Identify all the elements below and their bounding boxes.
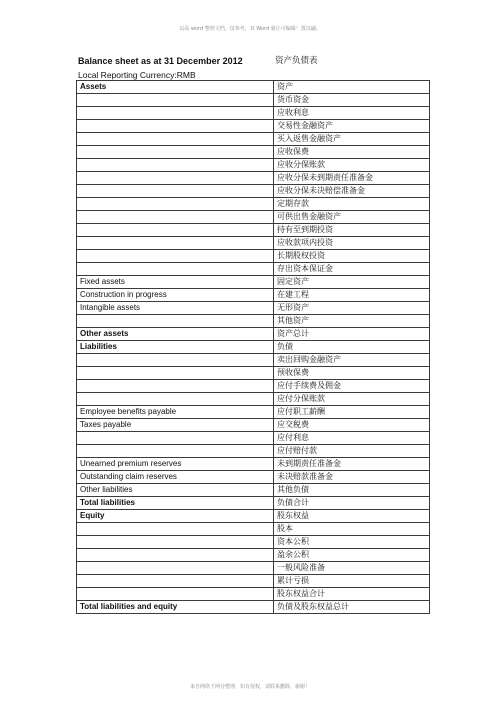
reporting-currency: Local Reporting Currency:RMB — [78, 70, 196, 80]
row-label-english — [77, 354, 274, 367]
row-label-english — [77, 185, 274, 198]
row-label-chinese: 资本公积 — [274, 536, 430, 549]
table-row — [77, 146, 430, 159]
table-row — [77, 523, 430, 536]
row-label-chinese: 资产 — [274, 81, 430, 94]
row-label-english — [77, 380, 274, 393]
table-row — [77, 432, 430, 445]
title-row — [78, 55, 428, 67]
row-label-english — [77, 94, 274, 107]
table-row — [77, 419, 430, 432]
row-label-english: Outstanding claim reserves — [77, 471, 274, 484]
row-label-chinese: 货币资金 — [274, 94, 430, 107]
row-label-english — [77, 159, 274, 172]
row-label-english — [77, 172, 274, 185]
row-label-english — [77, 224, 274, 237]
row-label-chinese: 应收分保未到期责任准备金 — [274, 172, 430, 185]
row-label-chinese: 累计亏损 — [274, 575, 430, 588]
row-label-english: Liabilities — [77, 341, 274, 354]
row-label-chinese: 可供出售金融资产 — [274, 211, 430, 224]
table-row — [77, 536, 430, 549]
footer-note: 来自网络下网分整理，如有侵权，请联系删除，谢谢！ — [189, 684, 310, 690]
table-row — [77, 315, 430, 328]
row-label-chinese: 应付职工薪酬 — [274, 406, 430, 419]
table-row — [77, 81, 430, 94]
table-row — [77, 211, 430, 224]
row-label-english: Employee benefits payable — [77, 406, 274, 419]
row-label-chinese: 在建工程 — [274, 289, 430, 302]
row-label-english — [77, 315, 274, 328]
table-row — [77, 458, 430, 471]
table-row — [77, 159, 430, 172]
row-label-english — [77, 575, 274, 588]
table-row — [77, 198, 430, 211]
table-row — [77, 380, 430, 393]
row-label-chinese: 负债 — [274, 341, 430, 354]
row-label-english — [77, 588, 274, 601]
row-label-chinese: 存出资本保证金 — [274, 263, 430, 276]
header-note: 以高 word 整理文档，仅参考，双 Word 就让可编辑！置汉翩。 — [179, 26, 321, 32]
row-label-english — [77, 250, 274, 263]
table-row — [77, 107, 430, 120]
row-label-chinese: 交易性金融资产 — [274, 120, 430, 133]
table-row — [77, 393, 430, 406]
table-row — [77, 172, 430, 185]
table-row — [77, 484, 430, 497]
title-chinese: 资产负债表 — [275, 56, 318, 66]
row-label-english: Total liabilities — [77, 497, 274, 510]
table-row — [77, 224, 430, 237]
row-label-english — [77, 367, 274, 380]
row-label-english — [77, 536, 274, 549]
row-label-chinese: 持有至到期投资 — [274, 224, 430, 237]
table-row — [77, 341, 430, 354]
row-label-english — [77, 562, 274, 575]
row-label-chinese: 无形资产 — [274, 302, 430, 315]
row-label-chinese: 长期股权投资 — [274, 250, 430, 263]
row-label-chinese: 负债及股东权益总计 — [274, 601, 430, 614]
row-label-english: Construction in progress — [77, 289, 274, 302]
row-label-english — [77, 107, 274, 120]
row-label-english — [77, 211, 274, 224]
row-label-english: Equity — [77, 510, 274, 523]
row-label-chinese: 负债合计 — [274, 497, 430, 510]
row-label-chinese: 未到期责任准备金 — [274, 458, 430, 471]
table-row — [77, 354, 430, 367]
table-row — [77, 445, 430, 458]
balance-sheet-table — [76, 80, 430, 614]
table-row — [77, 562, 430, 575]
row-label-chinese: 应付利息 — [274, 432, 430, 445]
row-label-english — [77, 549, 274, 562]
row-label-chinese: 预收保费 — [274, 367, 430, 380]
row-label-chinese: 应收利息 — [274, 107, 430, 120]
row-label-english: Other assets — [77, 328, 274, 341]
row-label-english: Other liabilities — [77, 484, 274, 497]
row-label-english — [77, 432, 274, 445]
row-label-chinese: 应付手续费及佣金 — [274, 380, 430, 393]
row-label-english — [77, 120, 274, 133]
balance-sheet-body — [77, 81, 430, 614]
table-row — [77, 367, 430, 380]
row-label-chinese: 定期存款 — [274, 198, 430, 211]
table-row — [77, 497, 430, 510]
row-label-chinese: 固定资产 — [274, 276, 430, 289]
table-row — [77, 276, 430, 289]
table-row — [77, 302, 430, 315]
table-row — [77, 133, 430, 146]
row-label-chinese: 卖出回购金融资产 — [274, 354, 430, 367]
table-row — [77, 601, 430, 614]
row-label-english — [77, 523, 274, 536]
row-label-english — [77, 393, 274, 406]
table-row — [77, 120, 430, 133]
table-row — [77, 471, 430, 484]
row-label-english: Intangible assets — [77, 302, 274, 315]
table-row — [77, 549, 430, 562]
table-row — [77, 263, 430, 276]
table-row — [77, 510, 430, 523]
title-english: Balance sheet as at 31 December 2012 — [78, 56, 243, 66]
row-label-chinese: 盈余公积 — [274, 549, 430, 562]
row-label-english — [77, 198, 274, 211]
row-label-chinese: 股东权益合计 — [274, 588, 430, 601]
row-label-english: Assets — [77, 81, 274, 94]
row-label-chinese: 应收款项内投资 — [274, 237, 430, 250]
row-label-english: Fixed assets — [77, 276, 274, 289]
row-label-english — [77, 445, 274, 458]
table-row — [77, 406, 430, 419]
row-label-chinese: 应收保费 — [274, 146, 430, 159]
row-label-english — [77, 263, 274, 276]
table-row — [77, 185, 430, 198]
table-row — [77, 328, 430, 341]
table-row — [77, 289, 430, 302]
row-label-chinese: 应付分保账款 — [274, 393, 430, 406]
table-row — [77, 237, 430, 250]
table-row — [77, 94, 430, 107]
row-label-chinese: 应交税费 — [274, 419, 430, 432]
row-label-chinese: 股东权益 — [274, 510, 430, 523]
row-label-chinese: 股本 — [274, 523, 430, 536]
row-label-chinese: 买入返售金融资产 — [274, 133, 430, 146]
table-row — [77, 588, 430, 601]
row-label-chinese: 其他资产 — [274, 315, 430, 328]
row-label-chinese: 资产总计 — [274, 328, 430, 341]
row-label-chinese: 应收分保账款 — [274, 159, 430, 172]
row-label-chinese: 应付赔付款 — [274, 445, 430, 458]
row-label-english — [77, 133, 274, 146]
row-label-english — [77, 237, 274, 250]
table-row — [77, 575, 430, 588]
row-label-english: Taxes payable — [77, 419, 274, 432]
row-label-chinese: 一般风险准备 — [274, 562, 430, 575]
row-label-english: Unearned premium reserves — [77, 458, 274, 471]
row-label-english — [77, 146, 274, 159]
row-label-chinese: 其他负债 — [274, 484, 430, 497]
row-label-english: Total liabilities and equity — [77, 601, 274, 614]
table-row — [77, 250, 430, 263]
row-label-chinese: 应收分保未决赔偿准备金 — [274, 185, 430, 198]
row-label-chinese: 未决赔款准备金 — [274, 471, 430, 484]
